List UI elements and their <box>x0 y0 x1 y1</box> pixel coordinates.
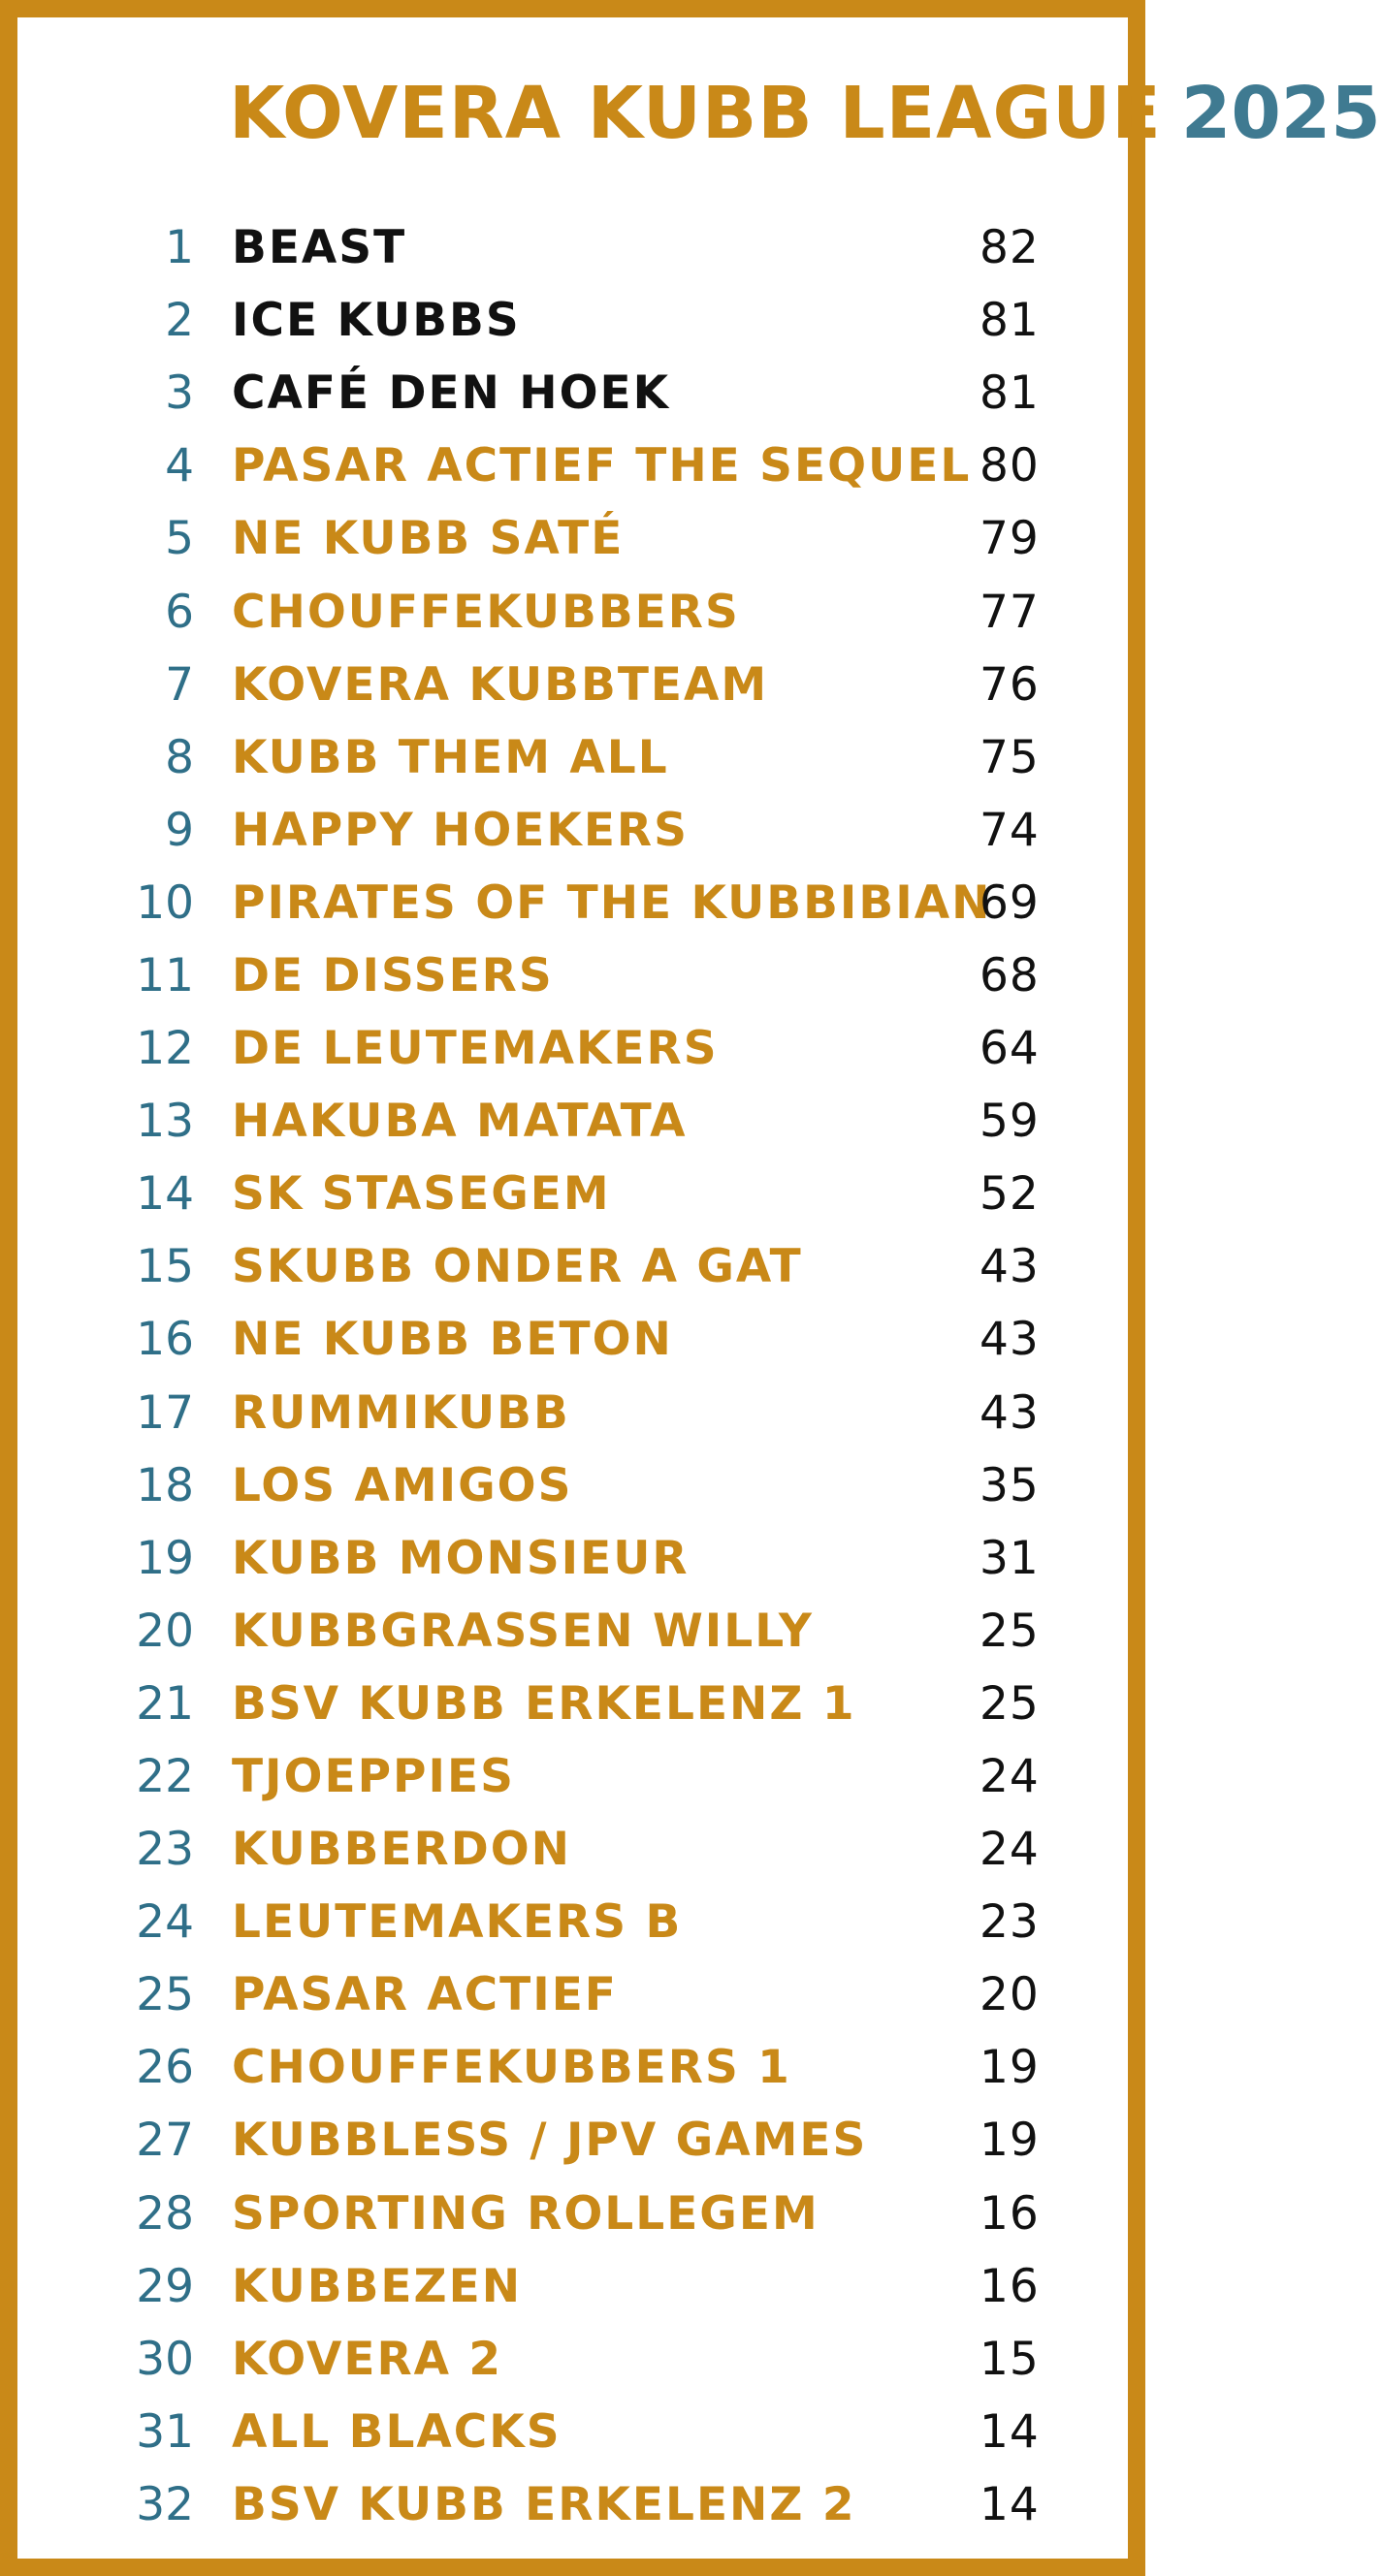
team-name: DE LEUTEMAKERS <box>232 1022 719 1076</box>
rank-number: 26 <box>136 2041 194 2095</box>
table-row <box>17 721 1163 794</box>
rank-number: 20 <box>136 1604 194 1658</box>
rank-number: 25 <box>136 1968 194 2022</box>
team-points: 24 <box>980 1823 1040 1877</box>
rank-number: 5 <box>165 512 194 566</box>
team-points: 14 <box>980 2477 1040 2531</box>
team-points: 64 <box>980 1022 1040 1076</box>
team-name: KUBBERDON <box>232 1823 572 1877</box>
team-name: SK STASEGEM <box>232 1167 611 1222</box>
table-row <box>17 1012 1163 1085</box>
rank-number: 15 <box>136 1240 194 1294</box>
team-name: KUBB THEM ALL <box>232 730 669 784</box>
league-title: KOVERA KUBB LEAGUE <box>229 72 1162 155</box>
rank-number: 12 <box>136 1022 194 1076</box>
table-row <box>17 1230 1163 1303</box>
team-name: KOVERA KUBBTEAM <box>232 657 769 712</box>
rank-number: 2 <box>165 294 194 348</box>
table-row <box>17 649 1163 721</box>
team-points: 15 <box>980 2332 1040 2386</box>
team-points: 81 <box>980 294 1040 348</box>
team-name: KUBBLESS / JPV GAMES <box>232 2114 868 2168</box>
rank-number: 1 <box>165 221 194 275</box>
team-points: 43 <box>980 1385 1040 1440</box>
rank-number: 31 <box>136 2404 194 2459</box>
team-name: HAPPY HOEKERS <box>232 803 689 857</box>
rank-number: 13 <box>136 1095 194 1149</box>
rank-number: 22 <box>136 1750 194 1804</box>
rank-number: 32 <box>136 2477 194 2531</box>
rank-number: 6 <box>165 585 194 639</box>
team-name: SPORTING ROLLEGEM <box>232 2186 819 2241</box>
table-row <box>17 1377 1163 1449</box>
team-points: 14 <box>980 2404 1040 2459</box>
rank-number: 8 <box>165 730 194 784</box>
team-points: 81 <box>980 366 1040 421</box>
table-row <box>17 1303 1163 1376</box>
table-row <box>17 2250 1163 2323</box>
team-points: 25 <box>980 1676 1040 1731</box>
team-points: 69 <box>980 875 1040 930</box>
page-title <box>229 72 1381 175</box>
team-points: 80 <box>980 439 1040 493</box>
team-name: ICE KUBBS <box>232 294 521 348</box>
rank-number: 11 <box>136 948 194 1002</box>
season-year: 2025 <box>1180 72 1381 155</box>
team-name: HAKUBA MATATA <box>232 1095 688 1149</box>
team-points: 19 <box>980 2041 1040 2095</box>
table-row <box>17 1595 1163 1668</box>
team-points: 20 <box>980 1968 1040 2022</box>
table-row <box>17 939 1163 1012</box>
team-points: 24 <box>980 1750 1040 1804</box>
rank-number: 4 <box>165 439 194 493</box>
table-row <box>17 794 1163 867</box>
table-row <box>17 284 1163 357</box>
table-row <box>17 429 1163 502</box>
team-points: 68 <box>980 948 1040 1002</box>
table-row <box>17 2104 1163 2177</box>
team-points: 76 <box>980 657 1040 712</box>
team-name: ALL BLACKS <box>232 2404 562 2459</box>
rank-number: 16 <box>136 1313 194 1367</box>
standings-table <box>17 211 1163 2541</box>
table-row <box>17 2396 1163 2468</box>
table-row <box>17 1958 1163 2031</box>
team-name: KUBBEZEN <box>232 2259 523 2313</box>
table-row <box>17 357 1163 429</box>
team-points: 35 <box>980 1458 1040 1512</box>
rank-number: 10 <box>136 875 194 930</box>
rank-number: 30 <box>136 2332 194 2386</box>
team-name: CAFÉ DEN HOEK <box>232 366 671 421</box>
team-name: BEAST <box>232 221 407 275</box>
team-name: TJOEPPIES <box>232 1750 515 1804</box>
rank-number: 9 <box>165 803 194 857</box>
team-points: 75 <box>980 730 1040 784</box>
team-name: NE KUBB SATÉ <box>232 512 625 566</box>
team-name: BSV KUBB ERKELENZ 2 <box>232 2477 856 2531</box>
team-name: RUMMIKUBB <box>232 1385 570 1440</box>
team-points: 23 <box>980 1895 1040 1950</box>
team-name: LEUTEMAKERS B <box>232 1895 683 1950</box>
table-row <box>17 1449 1163 1522</box>
table-row <box>17 1813 1163 1886</box>
rank-number: 19 <box>136 1531 194 1585</box>
team-name: KUBB MONSIEUR <box>232 1531 690 1585</box>
rank-number: 27 <box>136 2114 194 2168</box>
team-points: 19 <box>980 2114 1040 2168</box>
team-points: 59 <box>980 1095 1040 1149</box>
table-row <box>17 2468 1163 2541</box>
team-name: KUBBGRASSEN WILLY <box>232 1604 814 1658</box>
table-row <box>17 1158 1163 1230</box>
team-points: 25 <box>980 1604 1040 1658</box>
table-row <box>17 502 1163 575</box>
rank-number: 17 <box>136 1385 194 1440</box>
rank-number: 29 <box>136 2259 194 2313</box>
rank-number: 24 <box>136 1895 194 1950</box>
team-points: 52 <box>980 1167 1040 1222</box>
table-row <box>17 1668 1163 1740</box>
table-row <box>17 211 1163 284</box>
team-name: LOS AMIGOS <box>232 1458 573 1512</box>
table-row <box>17 1085 1163 1158</box>
team-name: CHOUFFEKUBBERS <box>232 585 740 639</box>
team-points: 16 <box>980 2259 1040 2313</box>
rank-number: 21 <box>136 1676 194 1731</box>
team-points: 16 <box>980 2186 1040 2241</box>
team-name: BSV KUBB ERKELENZ 1 <box>232 1676 856 1731</box>
rank-number: 23 <box>136 1823 194 1877</box>
team-points: 31 <box>980 1531 1040 1585</box>
team-points: 82 <box>980 221 1040 275</box>
team-name: DE DISSERS <box>232 948 554 1002</box>
team-name: PIRATES OF THE KUBBIBIAN <box>232 875 992 930</box>
team-points: 77 <box>980 585 1040 639</box>
team-points: 74 <box>980 803 1040 857</box>
team-name: PASAR ACTIEF <box>232 1968 618 2022</box>
rank-number: 28 <box>136 2186 194 2241</box>
team-name: NE KUBB BETON <box>232 1313 673 1367</box>
rank-number: 7 <box>165 657 194 712</box>
team-name: SKUBB ONDER A GAT <box>232 1240 803 1294</box>
rank-number: 18 <box>136 1458 194 1512</box>
team-name: PASAR ACTIEF THE SEQUEL <box>232 439 972 493</box>
table-row <box>17 1886 1163 1958</box>
table-row <box>17 867 1163 939</box>
table-row <box>17 575 1163 648</box>
table-row <box>17 2178 1163 2250</box>
team-points: 43 <box>980 1240 1040 1294</box>
team-points: 43 <box>980 1313 1040 1367</box>
table-row <box>17 1740 1163 1813</box>
team-name: CHOUFFEKUBBERS 1 <box>232 2041 791 2095</box>
table-row <box>17 1522 1163 1595</box>
table-row <box>17 2031 1163 2104</box>
team-name: KOVERA 2 <box>232 2332 503 2386</box>
rank-number: 14 <box>136 1167 194 1222</box>
table-row <box>17 2323 1163 2396</box>
rank-number: 3 <box>165 366 194 421</box>
team-points: 79 <box>980 512 1040 566</box>
